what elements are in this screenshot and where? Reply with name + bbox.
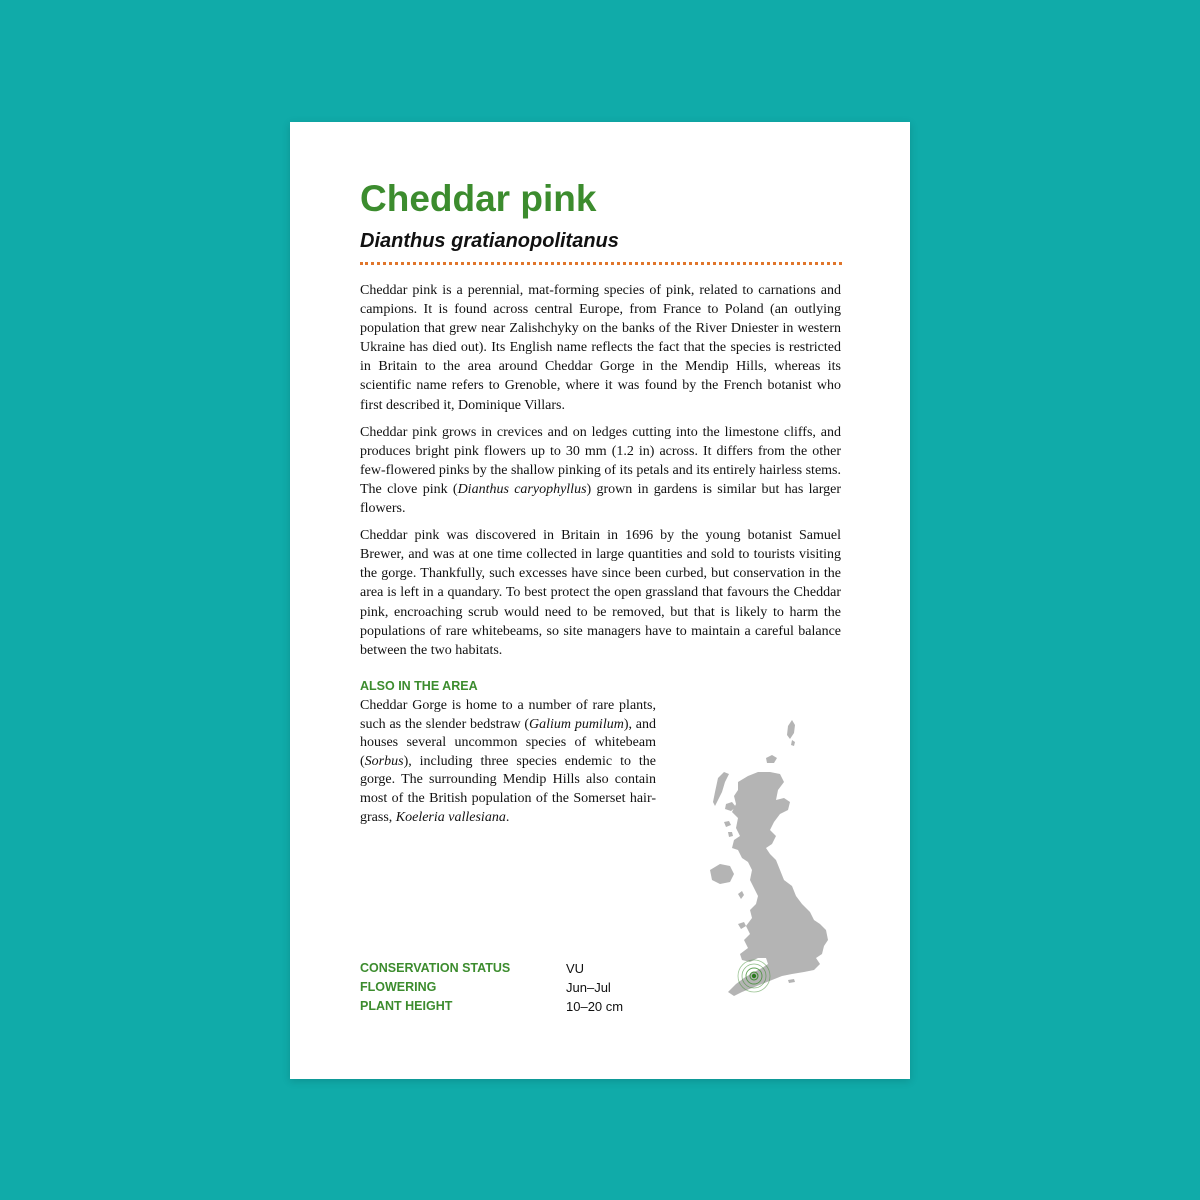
italic-text: Galium pumilum — [529, 716, 624, 732]
fact-value: VU — [566, 961, 585, 976]
paragraph — [360, 526, 841, 660]
also-in-area-paragraph — [360, 697, 656, 827]
paragraph — [360, 281, 841, 415]
paragraph — [360, 423, 841, 518]
text-run: Cheddar pink is a perennial, mat-forming species of pink, related to carnations and campions. It is found across central Europe, from France to Poland (an outlying population that grew near Zalishchyky on the banks of the River Dniester in western Ukraine has died out). Its English name reflects the fact that the species is restricted in Britain to the area around Cheddar Gorge in the Mendip Hills, whereas its scientific name refers to Grenoble, where it was found by the French botanist who first described it, Dominique Villars. — [360, 283, 841, 413]
text-run: ), including three species endemic to the gorge. The surrounding Mendip Hills also contain most of the British population of the Somerset hair-grass, — [360, 753, 656, 825]
page-title: Cheddar pink — [360, 178, 597, 219]
text-run: . — [505, 809, 510, 825]
description — [360, 281, 841, 668]
text-run: ) grown in gardens is similar but has larger flowers. — [360, 481, 842, 517]
italic-text: Koeleria vallesiana — [395, 809, 506, 825]
text-run: Cheddar pink grows in crevices and on ledges cutting into the limestone cliffs, and produces bright pink flowers up to 30 mm (1.2 in) across. It differs from the other few-flowered pinks by the shallow pinking of its petals and its entirely hairless stems. The clove pink ( — [360, 424, 841, 497]
also-in-area-heading: ALSO IN THE AREA — [360, 679, 478, 693]
fact-row-conservation-status — [360, 959, 623, 978]
also-in-area-text — [360, 697, 656, 827]
text-run: ), and houses several uncommon species of whitebeam ( — [360, 716, 656, 769]
great-britain-map-icon — [692, 718, 852, 1018]
text-run: Cheddar Gorge is home to a number of rare plants, such as the slender bedstraw ( — [360, 698, 656, 732]
fact-label: FLOWERING — [360, 980, 437, 994]
fact-value: Jun–Jul — [566, 980, 611, 995]
fact-label: PLANT HEIGHT — [360, 999, 453, 1013]
scientific-name: Dianthus gratianopolitanus — [360, 230, 619, 252]
fact-row-plant-height — [360, 997, 623, 1016]
italic-text: Dianthus caryophyllus — [457, 481, 587, 497]
facts-table — [360, 959, 623, 1016]
book-page — [290, 122, 910, 1079]
text-run: Cheddar pink was discovered in Britain in 1696 by the young botanist Samuel Brewer, and was at one time collected in large quantities and sold to tourists visiting the gorge. Thankfully, such excesses have since been curbed, but conservation in the area is left in a quandary. To best protect the open grassland that favours the Cheddar pink, encroaching scrub would need to be removed, but that is likely to harm the populations of rare whitebeams, so site managers have to maintain a careful balance between the two habitats. — [360, 528, 841, 658]
fact-row-flowering — [360, 978, 623, 997]
fact-value: 10–20 cm — [566, 999, 624, 1014]
fact-label: CONSERVATION STATUS — [360, 961, 511, 975]
dotted-divider — [360, 262, 842, 265]
italic-text: Sorbus — [364, 753, 404, 769]
